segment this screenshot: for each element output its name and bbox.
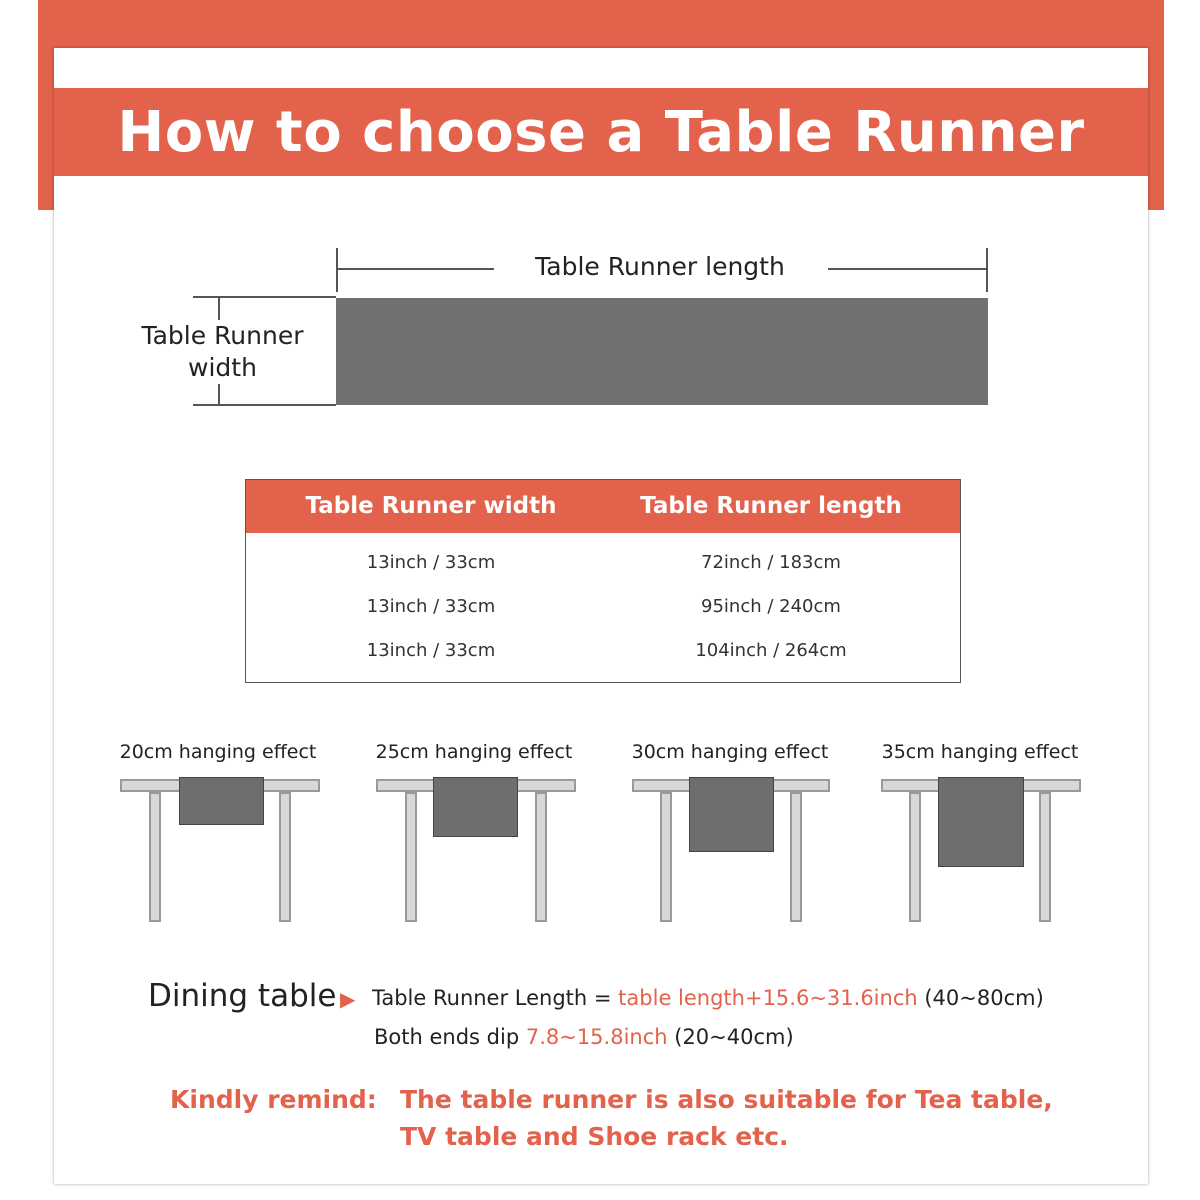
- runner-drape-35: [938, 777, 1024, 867]
- table-leg: [660, 792, 672, 922]
- hanging-label-30: 30cm hanging effect: [631, 741, 829, 763]
- formula-line-2-highlight: 7.8~15.8inch: [525, 1025, 668, 1049]
- table-leg: [149, 792, 161, 922]
- table-leg: [909, 792, 921, 922]
- remind-line-1: The table runner is also suitable for Tea table,: [400, 1085, 1053, 1114]
- formula-line-1-prefix: Table Runner Length =: [372, 986, 619, 1010]
- hanging-label-35: 35cm hanging effect: [881, 741, 1079, 763]
- length-line-left: [338, 268, 494, 270]
- hanging-label-25: 25cm hanging effect: [375, 741, 573, 763]
- arrow-right-icon: ▶: [340, 987, 356, 1011]
- width-line-bottom: [218, 384, 220, 404]
- width-label-line1: Table Runner: [141, 321, 304, 350]
- table-leg: [790, 792, 802, 922]
- table-leg: [405, 792, 417, 922]
- runner-drape-25: [433, 777, 518, 837]
- formula-line-2: [374, 1025, 794, 1049]
- size-table: [245, 479, 961, 683]
- length-line-right: [828, 268, 986, 270]
- length-tick-left: [336, 248, 338, 292]
- cell-length: 104inch / 264cm: [695, 640, 847, 661]
- table-runner-shape: [336, 298, 988, 405]
- formula-line-1: [372, 986, 1044, 1010]
- width-label: [120, 320, 325, 384]
- size-table-header: [246, 480, 960, 533]
- remind-line-2: TV table and Shoe rack etc.: [400, 1122, 789, 1151]
- title-bar: [54, 88, 1148, 176]
- length-tick-right: [986, 248, 988, 292]
- formula-line-1-highlight: table length+15.6~31.6inch: [618, 986, 918, 1010]
- table-leg: [535, 792, 547, 922]
- header-width: Table Runner width: [305, 493, 557, 519]
- runner-drape-20: [179, 777, 264, 825]
- hanging-label-20: 20cm hanging effect: [119, 741, 317, 763]
- formula-line-2-suffix: (20~40cm): [667, 1025, 794, 1049]
- header-length: Table Runner length: [640, 493, 902, 519]
- page-title: How to choose a Table Runner: [117, 99, 1085, 165]
- width-line-top: [218, 298, 220, 320]
- remind-label: Kindly remind:: [170, 1085, 377, 1114]
- cell-width: 13inch / 33cm: [366, 596, 496, 617]
- cell-length: 95inch / 240cm: [701, 596, 841, 617]
- length-label: Table Runner length: [535, 252, 785, 281]
- table-leg: [1039, 792, 1051, 922]
- cell-length: 72inch / 183cm: [701, 552, 841, 573]
- width-tick-top: [193, 296, 336, 298]
- width-tick-bottom: [193, 404, 336, 406]
- formula-line-2-prefix: Both ends dip: [374, 1025, 526, 1049]
- cell-width: 13inch / 33cm: [366, 640, 496, 661]
- cell-width: 13inch / 33cm: [366, 552, 496, 573]
- runner-drape-30: [689, 777, 774, 852]
- table-leg: [279, 792, 291, 922]
- dining-table-heading: Dining table: [148, 978, 337, 1014]
- width-label-line2: width: [188, 353, 257, 382]
- formula-line-1-suffix: (40~80cm): [917, 986, 1044, 1010]
